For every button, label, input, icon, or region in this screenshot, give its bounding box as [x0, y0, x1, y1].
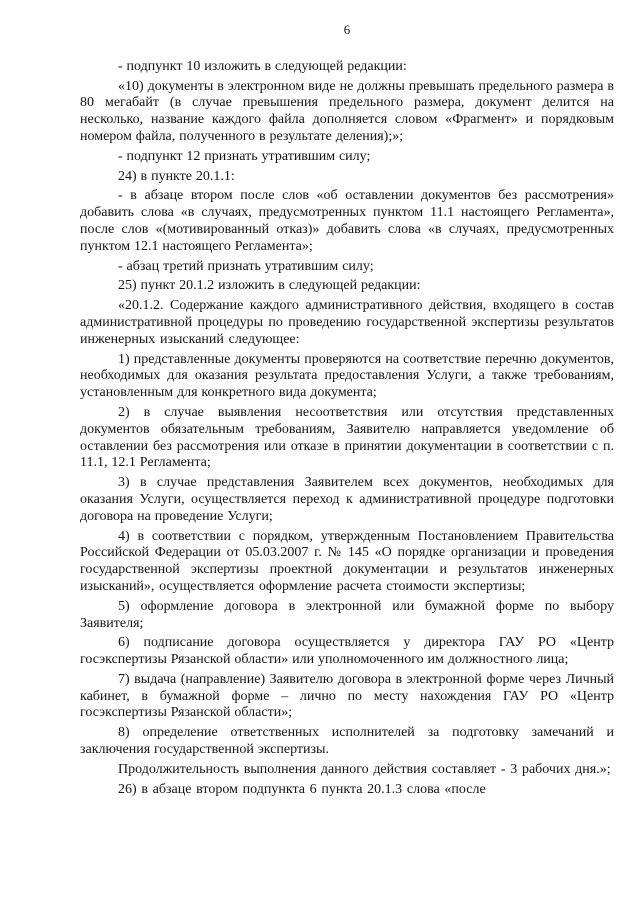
paragraph-step-4: 4) в соответствии с порядком, утвержденным Постановлением Правительства Российской Федерации от 05.03.2007 г. № 145 «О порядке организации и проведения государственной экспертизы проектной документации и результатов инженерных изысканий», осуществляется оформление расчета стоимости экспертизы;	[80, 528, 614, 594]
paragraph-step-7: 7) выдача (направление) Заявителю договора в электронной форме через Личный кабинет, в бумажной форме – лично по месту нахождения ГАУ РО «Центр госэкспертизы Рязанской области»;	[80, 671, 614, 721]
paragraph-point26: 26) в абзаце втором подпункта 6 пункта 20.1.3 слова «после	[118, 781, 486, 797]
paragraph-point24-third-abstract: - абзац третий признать утратившим силу;	[118, 258, 374, 274]
paragraph-step-3: 3) в случае представления Заявителем всех документов, необходимых для оказания Услуги, осуществляется переход к административной процедуре подготовки договора на проведение Услуги;	[80, 475, 614, 524]
paragraph-point25: 25) пункт 20.1.2 изложить в следующей редакции:	[118, 278, 421, 294]
paragraph-point24: 24) в пункте 20.1.1:	[118, 168, 235, 184]
paragraph-20-1-2-intro: «20.1.2. Содержание каждого административного действия, входящего в состав административной процедуры по проведению государственной экспертизы результатов инженерных изысканий следующее:	[80, 298, 614, 347]
paragraph-step-2: 2) в случае выявления несоответствия или отсутствия представленных документов обязательным требованиям, Заявителю направляется уведомление об оставлении без рассмотрения или отказе в принятии документации в соответствии с п. 11.1, 12.1 Регламента;	[80, 404, 614, 471]
paragraph-step-8: 8) определение ответственных исполнителей за подготовку замечаний и заключения государственной экспертизы.	[80, 725, 614, 758]
paragraph-step-6: 6) подписание договора осуществляется у директора ГАУ РО «Центр госэкспертизы Рязанской области» или уполномоченного им должностного лица;	[80, 635, 614, 668]
paragraph-duration: Продолжительность выполнения данного действия составляет - 3 рабочих дня.»;	[118, 761, 611, 777]
paragraph-step-1: 1) представленные документы проверяются на соответствие перечню документов, необходимых для оказания результата предоставления Услуги, а также требованиям, установленным для конкретного вида документа;	[80, 351, 614, 401]
paragraph-point24-second-abstract: - в абзаце втором после слов «об оставлении документов без рассмотрения» добавить слова «в случаях, предусмотренных пунктом 11.1 настоящего Регламента», после слов «(мотивированный отказ)» добавить слова «в случаях, предусмотренных пунктом 12.1 настоящего Регламента»;	[80, 188, 614, 254]
paragraph-item12-repeal: - подпункт 12 признать утратившим силу;	[118, 148, 371, 164]
paragraph-item10-text: «10) документы в электронном виде не должны превышать предельного размера в 80 мегабайт (в случае превышения предельного размера, документ делится на несколько, название каждого файла дополняется словом «Фрагмент» и порядковым номером файла, полученного в результате деления);»;	[80, 78, 614, 144]
page-number: 6	[343, 22, 351, 37]
paragraph-item10-instruction: - подпункт 10 изложить в следующей редакции:	[118, 58, 407, 74]
paragraph-step-5: 5) оформление договора в электронной или бумажной форме по выбору Заявителя;	[80, 598, 614, 631]
